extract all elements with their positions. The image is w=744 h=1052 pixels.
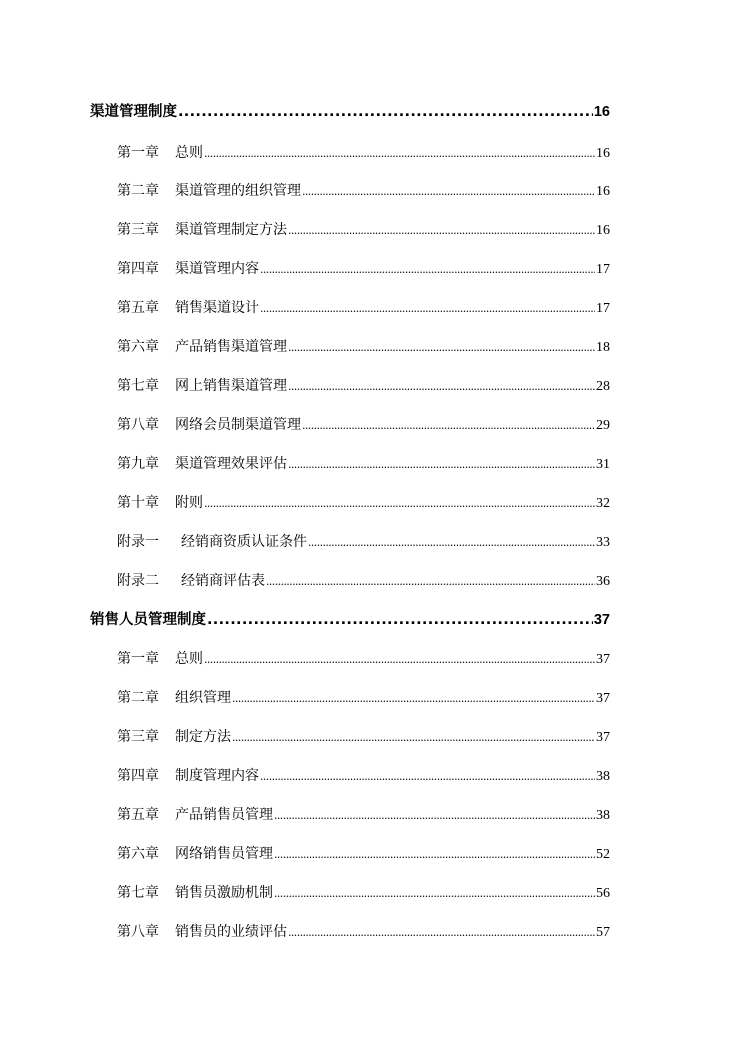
- toc-page-number: 37: [593, 612, 610, 628]
- toc-chapter-number: 第三章: [117, 729, 159, 745]
- toc-chapter-number: 第六章: [117, 846, 159, 862]
- toc-chapter-number: 第三章: [117, 222, 159, 238]
- toc-leader-dots: [302, 419, 595, 432]
- toc-leader-dots: [274, 809, 595, 822]
- toc-page-number: 28: [596, 379, 610, 394]
- toc-leader-dots: [288, 926, 595, 939]
- toc-page-number: 16: [596, 146, 610, 161]
- toc-leader-dots: [204, 147, 595, 160]
- toc-page-number: 52: [596, 847, 610, 862]
- toc-chapter-label: [117, 882, 273, 902]
- toc-chapter-row[interactable]: [117, 180, 610, 200]
- toc-leader-dots: [178, 104, 593, 120]
- toc-appendix-label: [117, 570, 265, 590]
- toc-page-number: 18: [596, 340, 610, 355]
- toc-page-number: 38: [596, 808, 610, 823]
- toc-chapter-title: 总则: [175, 651, 203, 667]
- toc-section-row[interactable]: [90, 608, 610, 629]
- toc-leader-dots: [266, 575, 595, 588]
- toc-leader-dots: [288, 341, 595, 354]
- toc-chapter-title: 渠道管理制定方法: [175, 222, 287, 238]
- toc-chapter-title: 销售员的业绩评估: [175, 924, 287, 940]
- toc-chapter-title: 总则: [175, 145, 203, 161]
- toc-leader-dots: [274, 848, 595, 861]
- toc-chapter-number: 第四章: [117, 261, 159, 277]
- toc-section-row[interactable]: [90, 100, 610, 121]
- toc-chapter-number: 第十章: [117, 495, 159, 511]
- toc-chapter-row[interactable]: [117, 375, 610, 395]
- toc-chapter-label: [117, 453, 287, 473]
- toc-leader-dots: [288, 224, 595, 237]
- toc-appendix-title: 经销商评估表: [181, 573, 265, 589]
- toc-chapter-label: [117, 258, 259, 278]
- toc-chapter-label: [117, 765, 259, 785]
- toc-appendix-label: [117, 531, 307, 551]
- toc-chapter-row[interactable]: [117, 687, 610, 707]
- toc-section-title: 渠道管理制度: [90, 104, 177, 120]
- toc-chapter-label: [117, 648, 203, 668]
- toc-chapter-title: 渠道管理的组织管理: [175, 183, 301, 199]
- toc-chapter-title: 网络会员制渠道管理: [175, 417, 301, 433]
- toc-chapter-number: 第一章: [117, 651, 159, 667]
- toc-chapter-label: [117, 726, 231, 746]
- toc-appendix-row[interactable]: [117, 570, 610, 590]
- toc-chapter-number: 第八章: [117, 417, 159, 433]
- toc-page-number: 37: [596, 691, 610, 706]
- toc-chapter-title: 网络销售员管理: [175, 846, 273, 862]
- toc-chapter-label: [117, 804, 273, 824]
- toc-leader-dots: [302, 185, 595, 198]
- toc-chapter-number: 第二章: [117, 690, 159, 706]
- toc-page-number: 56: [596, 886, 610, 901]
- toc-chapter-label: [117, 219, 287, 239]
- toc-leader-dots: [260, 302, 595, 315]
- toc-chapter-number: 第一章: [117, 145, 159, 161]
- toc-chapter-title: 制度管理内容: [175, 768, 259, 784]
- toc-section-title: 销售人员管理制度: [90, 612, 206, 628]
- toc-chapter-row[interactable]: [117, 142, 610, 162]
- toc-page-number: 16: [593, 104, 610, 120]
- toc-chapter-label: [117, 687, 231, 707]
- toc-chapter-number: 第五章: [117, 300, 159, 316]
- toc-chapter-row[interactable]: [117, 843, 610, 863]
- toc-chapter-title: 网上销售渠道管理: [175, 378, 287, 394]
- toc-chapter-label: [117, 180, 301, 200]
- toc-chapter-row[interactable]: [117, 726, 610, 746]
- toc-chapter-number: 第七章: [117, 885, 159, 901]
- toc-page-number: 33: [596, 535, 610, 550]
- toc-chapter-title: 销售员激励机制: [175, 885, 273, 901]
- toc-leader-dots: [288, 380, 595, 393]
- toc-chapter-number: 第二章: [117, 183, 159, 199]
- toc-page-number: 16: [596, 223, 610, 238]
- toc-page-number: 57: [596, 925, 610, 940]
- toc-chapter-number: 第八章: [117, 924, 159, 940]
- toc-chapter-number: 第六章: [117, 339, 159, 355]
- toc-leader-dots: [274, 887, 595, 900]
- toc-chapter-number: 第七章: [117, 378, 159, 394]
- toc-chapter-row[interactable]: [117, 258, 610, 278]
- toc-chapter-number: 第四章: [117, 768, 159, 784]
- toc-chapter-label: [117, 492, 203, 512]
- toc-appendix-title: 经销商资质认证条件: [181, 534, 307, 550]
- toc-page-number: 17: [596, 301, 610, 316]
- toc-chapter-label: [117, 843, 273, 863]
- toc-chapter-row[interactable]: [117, 648, 610, 668]
- toc-chapter-title: 渠道管理内容: [175, 261, 259, 277]
- toc-page-number: 37: [596, 730, 610, 745]
- toc-chapter-row[interactable]: [117, 882, 610, 902]
- toc-page-number: 37: [596, 652, 610, 667]
- toc-appendix-number: 附录二: [117, 573, 159, 589]
- toc-chapter-label: [117, 336, 287, 356]
- toc-page-number: 16: [596, 184, 610, 199]
- toc-chapter-row[interactable]: [117, 297, 610, 317]
- toc-chapter-row[interactable]: [117, 765, 610, 785]
- toc-leader-dots: [204, 653, 595, 666]
- toc-page-number: 17: [596, 262, 610, 277]
- toc-leader-dots: [207, 612, 593, 628]
- toc-page-number: 32: [596, 496, 610, 511]
- toc-appendix-row[interactable]: [117, 531, 610, 551]
- toc-leader-dots: [260, 263, 595, 276]
- toc-chapter-label: [117, 414, 301, 434]
- toc-leader-dots: [288, 458, 595, 471]
- toc-chapter-title: 附则: [175, 495, 203, 511]
- toc-leader-dots: [260, 770, 595, 783]
- toc-chapter-title: 组织管理: [175, 690, 231, 706]
- toc-page-number: 31: [596, 457, 610, 472]
- toc-chapter-row[interactable]: [117, 453, 610, 473]
- toc-page-number: 38: [596, 769, 610, 784]
- toc-chapter-row[interactable]: [117, 804, 610, 824]
- toc-chapter-title: 渠道管理效果评估: [175, 456, 287, 472]
- toc-chapter-row[interactable]: [117, 921, 610, 941]
- toc-appendix-number: 附录一: [117, 534, 159, 550]
- toc-chapter-row[interactable]: [117, 336, 610, 356]
- toc-chapter-row[interactable]: [117, 414, 610, 434]
- toc-chapter-row[interactable]: [117, 492, 610, 512]
- toc-chapter-title: 产品销售渠道管理: [175, 339, 287, 355]
- toc-chapter-row[interactable]: [117, 219, 610, 239]
- toc-leader-dots: [232, 692, 595, 705]
- toc-chapter-title: 产品销售员管理: [175, 807, 273, 823]
- toc-chapter-label: [117, 921, 287, 941]
- toc-chapter-title: 制定方法: [175, 729, 231, 745]
- toc-chapter-title: 销售渠道设计: [175, 300, 259, 316]
- toc-page-number: 36: [596, 574, 610, 589]
- toc-leader-dots: [204, 497, 595, 510]
- toc-page-number: 29: [596, 418, 610, 433]
- toc-chapter-label: [117, 297, 259, 317]
- toc-chapter-number: 第九章: [117, 456, 159, 472]
- toc-chapter-label: [117, 142, 203, 162]
- toc-leader-dots: [232, 731, 595, 744]
- toc-chapter-label: [117, 375, 287, 395]
- toc-chapter-number: 第五章: [117, 807, 159, 823]
- toc-leader-dots: [308, 536, 595, 549]
